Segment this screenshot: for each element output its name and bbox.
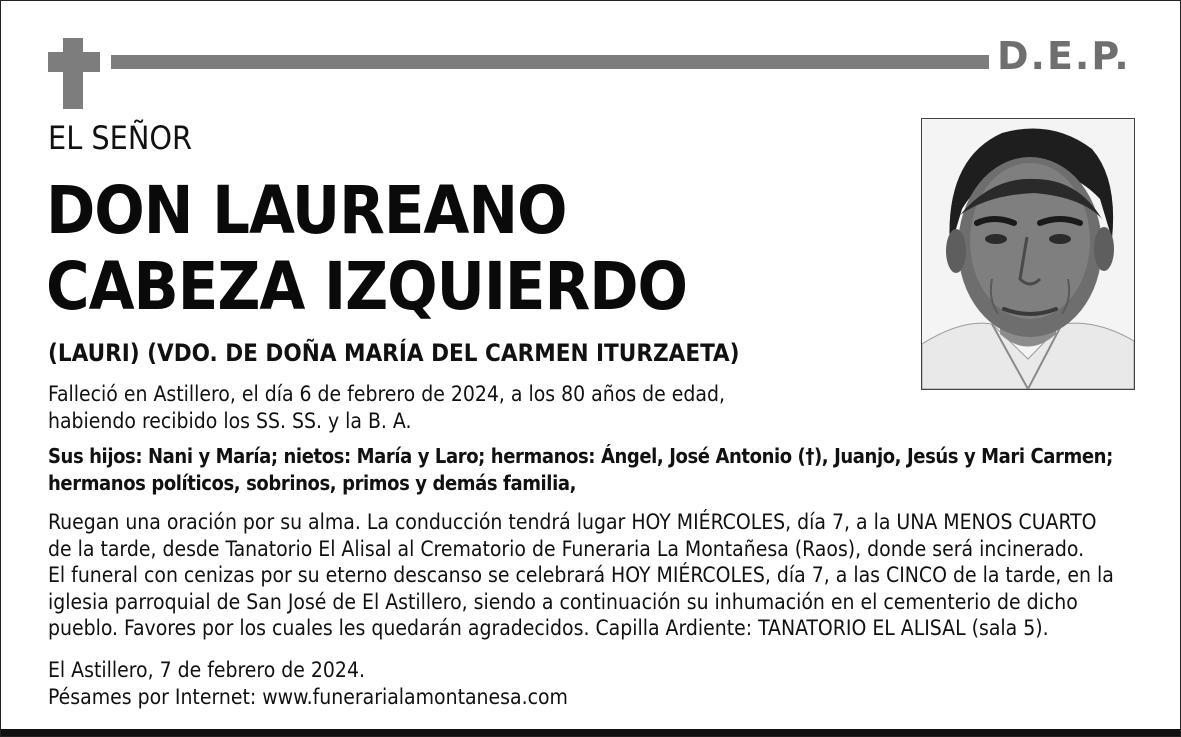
family-line: Sus hijos: Nani y María; nietos: María y Laro; hermanos: Ángel, José Antonio (†), Juanjo, Jesús y Mari Carmen; (48, 444, 1113, 468)
deceased-name (46, 173, 687, 325)
header-rule (111, 55, 989, 69)
service-line: Ruegan una oración por su alma. La conducción tendrá lugar HOY MIÉRCOLES, día 7, a la UNA MENOS CUARTO (48, 510, 1097, 534)
name-line-2: CABEZA IZQUIERDO (46, 248, 687, 325)
name-line-1: DON LAUREANO (46, 172, 567, 249)
service-line: de la tarde, desde Tanatorio El Alisal al Crematorio de Funeraria La Montañesa (Raos), donde será incinerado. (48, 536, 1085, 561)
nickname-and-spouse: (LAURI) (VDO. DE DOÑA MARÍA DEL CARMEN ITURZAETA) (48, 339, 740, 367)
service-line: El funeral con cenizas por su eterno descanso se celebrará HOY MIÉRCOLES, día 7, a las CINCO de la tarde, en la (48, 563, 1114, 587)
service-line: iglesia parroquial de San José de El Astillero, siendo a continuación su inhumación en el cementerio de dicho (48, 589, 1078, 614)
family-line: hermanos políticos, sobrinos, primos y demás familia, (48, 471, 576, 495)
cross-horizontal-bar (48, 52, 100, 72)
condolences-website: Pésames por Internet: www.funerarialamontanesa.com (48, 684, 568, 709)
death-notice-line: habiendo recibido los SS. SS. y la B. A. (48, 408, 412, 433)
death-notice (48, 381, 725, 434)
place-date: El Astillero, 7 de febrero de 2024. (48, 658, 365, 682)
cross-vertical-bar (63, 38, 83, 109)
dep-label: D.E.P. (997, 34, 1131, 78)
death-notice-line: Falleció en Astillero, el día 6 de febrero de 2024, a los 80 años de edad, (48, 382, 725, 406)
service-info (48, 509, 1114, 642)
portrait-photo (921, 118, 1135, 390)
family-list (48, 443, 1113, 497)
service-line: pueblo. Favores por los cuales les quedarán agradecidos. Capilla Ardiente: TANATORIO EL ALISAL (sala 5). (48, 616, 1049, 640)
bottom-border-bar (1, 729, 1180, 736)
honorific: EL SEÑOR (48, 119, 193, 157)
closing (48, 657, 568, 710)
portrait-illustration (922, 119, 1134, 389)
